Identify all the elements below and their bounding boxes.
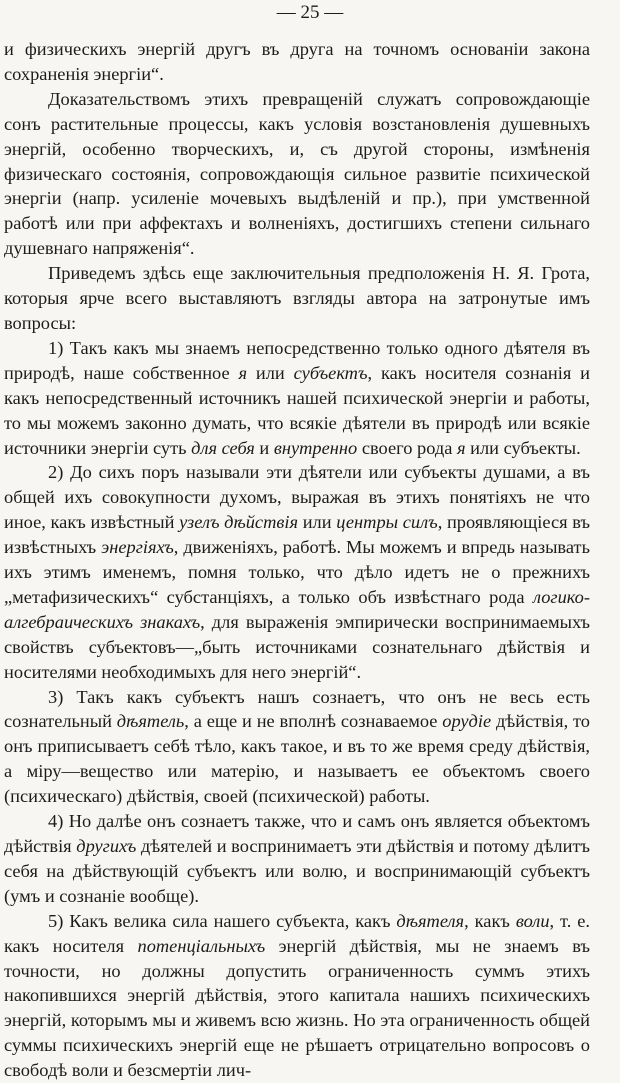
text-run: , т. е. какъ носителя <box>4 910 591 956</box>
italic-text: центры силъ <box>336 512 438 533</box>
italic-text: субъектъ <box>293 362 368 383</box>
page-number: — 25 — <box>276 2 344 23</box>
text-run: , а еще и не вполнѣ сознаваемое <box>184 711 443 732</box>
italic-text: логико-алгебраическихъ знакахъ <box>4 586 590 632</box>
italic-text: для себя <box>191 437 255 458</box>
text-run: , какъ <box>464 910 516 931</box>
text-run: дѣйствія, то онъ приписываетъ себѣ тѣло, какъ такое, и въ то же время среду дѣйствія, а міру—вещество или матерію, и называетъ ее объектомъ своего (психическаго) дѣйствія, своей (психической) работы. <box>4 711 591 807</box>
text-run: или <box>298 512 337 533</box>
text-run: , для выраженія эмпирически воспринимаемыхъ свойствъ субъектовъ—„быть источниками сознательнаго дѣйствія и носителями необходимыхъ для него энергій“. <box>4 611 590 682</box>
text-run: и <box>254 437 274 458</box>
text-run: 5) Какъ велика сила нашего субъекта, какъ <box>48 910 397 931</box>
paragraph <box>4 336 590 461</box>
text-run: своего рода <box>357 437 457 458</box>
text-run: Приведемъ здѣсь еще заключительныя предположенія Н. Я. Грота, которыя ярче всего выставляютъ взгляды автора на затронутые имъ вопросы: <box>4 263 590 333</box>
text-run: энергій дѣйствія, мы не знаемъ въ точности, но должны допустить ограниченность суммъ этихъ накопившихся энергій дѣйствія, этого капитала нашихъ психическихъ энергій, которымъ мы и живемъ всю жизнь. Но эта ограниченность общей суммы психическихъ энергій еще не рѣшаетъ отрицательно вопросовъ о свободѣ воли и безсмертіи лич- <box>4 935 590 1081</box>
paragraph <box>4 809 590 909</box>
text-run: 3) Такъ какъ субъектъ нашъ сознаетъ, что онъ не весь есть сознательный <box>4 686 590 732</box>
text-run: , какъ носителя сознанія и какъ непосредственный источникъ нашей психической энергіи и работы, то мы можемъ законно думать, что всякіе дѣятели въ природѣ или всякіе источники энергіи суть <box>4 362 590 458</box>
paragraph <box>4 87 590 261</box>
italic-text: энергіяхъ <box>101 537 174 558</box>
text-run: или субъекты. <box>465 437 581 458</box>
text-run: 2) До сихъ поръ называли эти дѣятели или субъекты душами, а въ общей ихъ совокупности духомъ, выражая въ этихъ понятіяхъ не что иное, какъ извѣстный <box>4 462 590 533</box>
italic-text: узелъ дѣйствія <box>179 512 299 533</box>
text-run: дѣятелей и воспринимаетъ эти дѣйствія и потому дѣлитъ себя на дѣйствующій субъектъ или волю, и воспринимающій субъектъ (умъ и сознаніе вообще). <box>4 836 591 906</box>
italic-text: другихъ <box>76 836 137 856</box>
text-run: , движеніяхъ, работѣ. Мы можемъ и впредь называть ихъ этимъ именемъ, помня только, что дѣло идетъ не о прежнихъ „метафизическихъ“ субстанціяхъ, а только объ извѣстнаго рода <box>4 537 590 607</box>
italic-text: я <box>456 437 466 458</box>
text-run: , проявляющіеся въ извѣстныхъ <box>4 512 591 558</box>
italic-text: орудіе <box>442 711 492 732</box>
italic-text: я <box>238 362 248 383</box>
italic-text: дѣятеля <box>396 910 465 931</box>
paragraph <box>4 261 590 336</box>
italic-text: внутренно <box>273 437 358 458</box>
text-run: 4) Но далѣе онъ сознаетъ также, что и самъ онъ является объектомъ дѣйствія <box>4 811 590 856</box>
paragraph <box>4 909 590 1083</box>
text-run: или <box>247 362 294 383</box>
paragraph <box>4 37 590 87</box>
text-run: Доказательствомъ этихъ превращеній служатъ сопровождающіе сонъ растительные процессы, какъ условія возстановленія душевныхъ энергій, особенно творческихъ, и, съ другой стороны, измѣненія физическаго состоянія, сопровождающія сильное развитіе психической энергіи (напр. усиленіе мочевыхъ выдѣленій и пр.), при умственной работѣ или при аффектахъ и волненіяхъ, достигшихъ степени сильнаго душевнаго напряженія“. <box>4 88 590 259</box>
italic-text: потенціальныхъ <box>137 935 266 956</box>
text-run: 1) Такъ какъ мы знаемъ непосредственно только одного дѣятеля въ природѣ, наше собственное <box>4 337 590 383</box>
page-body <box>4 37 590 1083</box>
italic-text: дѣятель <box>116 711 185 732</box>
text-run: и физическихъ энергій другъ въ друга на точномъ основаніи закона сохраненія энергіи“. <box>4 39 590 84</box>
paragraph <box>4 685 590 810</box>
italic-text: воли <box>515 910 550 931</box>
paragraph <box>4 460 590 684</box>
